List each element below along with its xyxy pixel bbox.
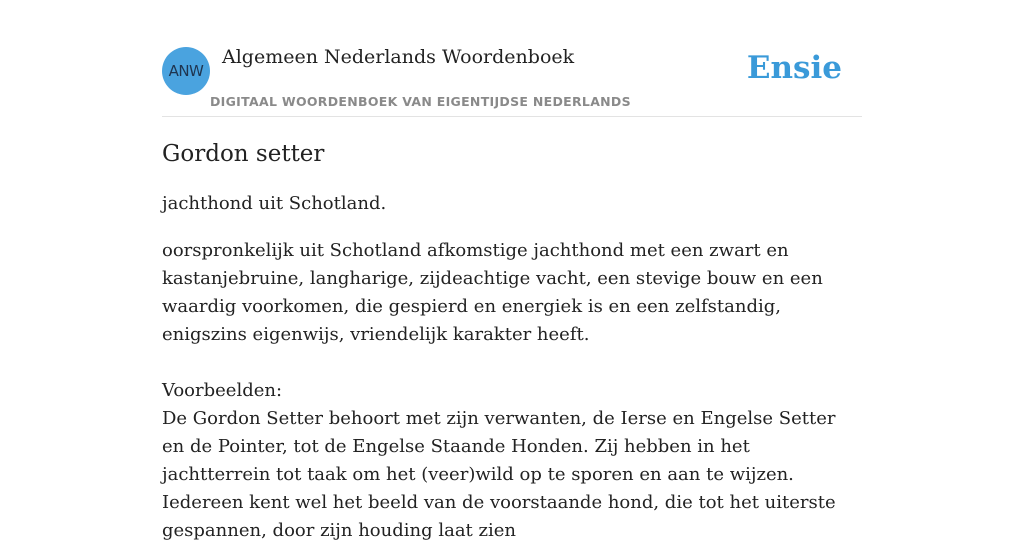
site-header xyxy=(162,0,862,117)
example-text: De Gordon Setter behoort met zijn verwanten, de Ierse en Engelse Setter en de Pointer, tot de Engelse Staande Honden. Zij hebben in het jachtterrein tot taak om het (veer)wild op te sporen en aan te wijzen. Iedereen kent wel het beeld van de voorstaande hond, die tot het uiterste gespannen, door zijn houding laat zien xyxy=(162,408,836,541)
entry-content xyxy=(162,136,862,545)
ensie-brand-link[interactable]: Ensie xyxy=(746,50,842,86)
site-title[interactable]: Algemeen Nederlands Woordenboek xyxy=(222,46,575,68)
examples-label: Voorbeelden: xyxy=(162,380,283,401)
site-subtitle: DIGITAAL WOORDENBOEK VAN EIGENTIJDSE NEDERLANDS xyxy=(210,94,631,109)
long-definition: oorspronkelijk uit Schotland afkomstige jachthond met een zwart en kastanjebruine, langharige, zijdeachtige vacht, een stevige bouw en een waardig voorkomen, die gespierd en energiek is en een zelfstandig, enigszins eigenwijs, vriendelijk karakter heeft. xyxy=(162,240,823,345)
short-definition: jachthond uit Schotland. xyxy=(162,193,387,214)
entry-title: Gordon setter xyxy=(162,141,325,167)
anw-logo[interactable]: ANW xyxy=(162,47,210,95)
